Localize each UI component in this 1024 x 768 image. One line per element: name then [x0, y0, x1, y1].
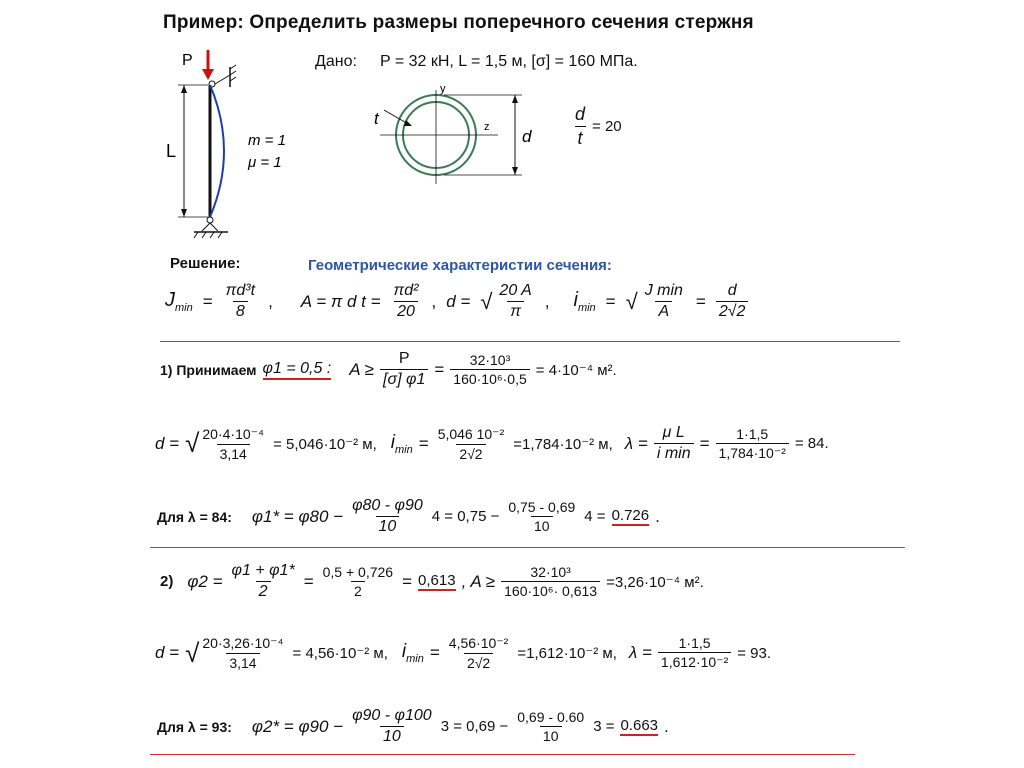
solution-label: Решение: — [170, 255, 241, 272]
t-label: t — [374, 109, 379, 128]
geom-heading: Геометрические характеристии сечения: — [308, 257, 612, 274]
geom-formulas: $J_{min}$ = $\frac{\text{πd³t}}{8}$ , A = π d t = $\frac{\text{πd²}}{20}$ , d = √ $\frac{20 A}{\pi}$ , $i_{min}$ = √ $\frac{\text{J min}}{A}$ = $\frac{d}{2√2}$ — [165, 282, 748, 321]
ratio: $\frac{d}{t}$ = 20 — [575, 104, 622, 148]
z-axis-label: z — [484, 121, 490, 133]
load-arrow-icon — [202, 69, 214, 80]
step1-interp: Для λ = 84: φ1* = φ80 − $\frac{\varphi 80 - \varphi 90}{10}$ 4 = 0,75 − $\frac{0,75 - 0,69}{10}$ 4 = 0.726 . — [157, 497, 660, 535]
m-label: m = 1 — [248, 132, 286, 149]
step2-d: d = √ $\frac{\text{20·3,26·10⁻⁴}}{3,14}$ = 4,56·10⁻² м, $i_{min}$ = $\frac{\text{4,56·10⁻²}}{2√2}$ =1,612·10⁻² м, λ = $\frac{1\cdot 1,5}{\text{1,612·10⁻²}}$ = 93. — [155, 635, 772, 671]
beam-diagram — [160, 45, 300, 240]
section-diagram — [370, 80, 540, 190]
page-title: Пример: Определить размеры поперечного сечения стержня — [163, 12, 754, 33]
given-text: P = 32 кН, L = 1,5 м, [σ] = 160 МПа. — [380, 53, 638, 70]
length-label: L — [166, 141, 177, 161]
y-axis-label: y — [440, 83, 446, 95]
step2-interp: Для λ = 93: φ2* = φ90 − $\frac{\varphi 90 - \varphi 100}{10}$ 3 = 0,69 − $\frac{0,69 - 0.60}{10}$ 3 = 0.663 . — [157, 707, 669, 745]
divider-3 — [150, 754, 855, 755]
d-label: d — [522, 127, 532, 146]
step2-area: 2) φ2 = $\frac{\varphi 1 + \varphi 1*}{2}$ = $\frac{0,5 + 0,726}{2}$ = 0,613 , A ≥ $\frac{\text{32·10³}}{\text{160·10⁶· 0,613}}$ =3,26·10⁻⁴ м². — [160, 562, 704, 600]
divider-1 — [160, 341, 900, 342]
step1-area: 1) Принимаем φ1 = 0,5 : A ≥ $\frac{P}{[\sigma] \varphi 1}$ = $\frac{\text{32·10³}}{\text{160·10⁶·0,5}}$ = 4·10⁻⁴ м². — [160, 350, 617, 388]
load-label: P — [182, 52, 193, 69]
mu-label: μ = 1 — [248, 154, 282, 171]
step1-d: d = √ $\frac{\text{20·4·10⁻⁴}}{3,14}$ = 5,046·10⁻² м, $i_{min}$ = $\frac{\text{5,046 10⁻²}}{2√2}$ =1,784·10⁻² м, λ = $\frac{\text{μ L}}{\text{i min}}$ = $\frac{1\cdot 1,5}{\text{1,784·10⁻²}}$ = 84. — [155, 424, 829, 462]
divider-2 — [150, 547, 905, 548]
given-label: Дано: — [315, 53, 357, 70]
